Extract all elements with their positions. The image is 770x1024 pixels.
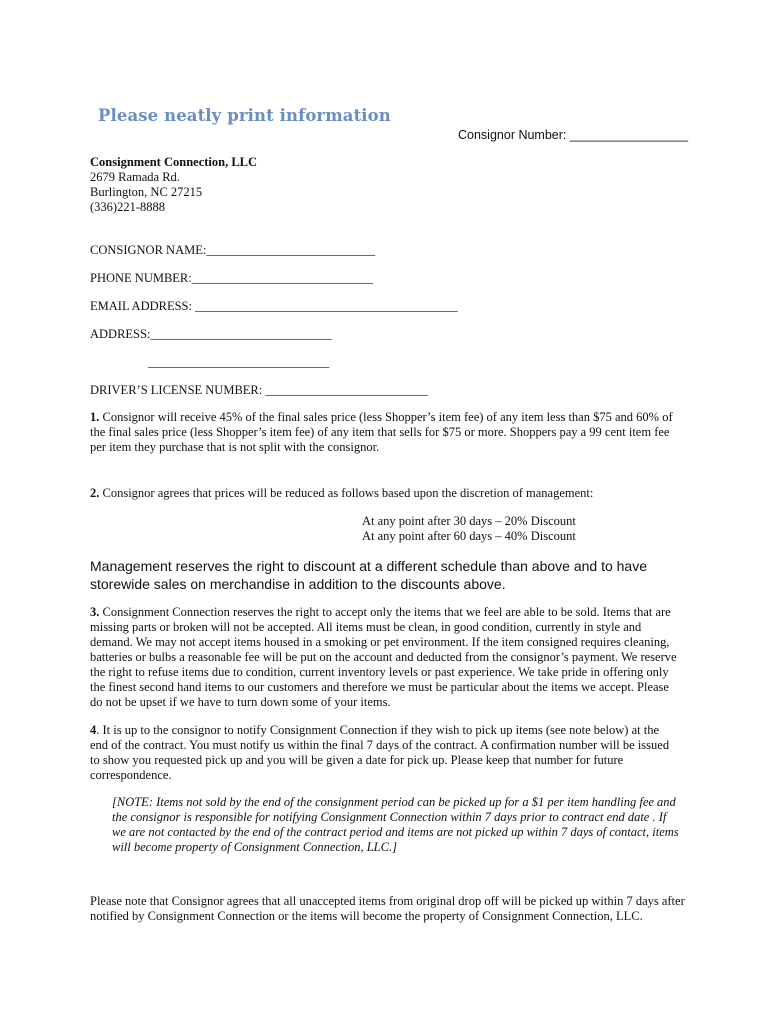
clause-4-text: . It is up to the consignor to notify Consignment Connection if they wish to pick up items (see note below) at the end of the contract. You must notify us within the final 7 days of the contract. A confirmation number will be issued to show you requested pick up and you will be given a date for pick up. Please keep that number for future correspondence. — [90, 723, 670, 782]
clause-3 — [90, 605, 680, 710]
final-agreement-note: Please note that Consignor agrees that all unaccepted items from original drop off will be picked up within 7 days after notified by Consignment Connection or the items will become the property of Consignment Connection, LLC. — [90, 894, 685, 923]
clause-3-number: 3. — [90, 605, 100, 619]
company-city: Burlington, NC 27215 — [90, 185, 203, 199]
form-heading: Please neatly print information — [98, 106, 391, 125]
clause-3-text: Consignment Connection reserves the right to accept only the items that we feel are able to be sold. Items that are missing parts or broken will not be accepted. All items must be clean, in good condition, currently in style and demand. We may not accept items housed in a smoking or pet environment. If the item consigned requires cleaning, batteries or bulbs a reasonable fee will be put on the account and deducted from the consignor’s payment. We reserve the right to refuse items due to condition, current inventory levels or past experience. We take pride in offering only the finest second hand items to our customers and therefore we must be particular about the items we accept. Please do not be upset if we have to turn down some of your items. — [90, 605, 677, 709]
address-line2-field[interactable]: _____________________________ — [148, 355, 330, 369]
address-field[interactable]: ADDRESS:_____________________________ — [90, 327, 332, 341]
consignor-number-field[interactable]: Consignor Number: _________________ — [458, 128, 689, 142]
clause-4-number: 4 — [90, 723, 97, 737]
phone-number-field[interactable]: PHONE NUMBER:_____________________________ — [90, 271, 373, 285]
discount-30-days: At any point after 30 days – 20% Discount — [362, 514, 576, 528]
clause-1-text: Consignor will receive 45% of the final sales price (less Shopper’s item fee) of any item less than $75 and 60% of the final sales price (less Shopper’s item fee) of any item that sells for $75 or more. Shoppers pay a 99 cent item fee per item they purchase that is not split with the consignor. — [90, 410, 673, 454]
clause-1 — [90, 410, 680, 455]
discount-60-days: At any point after 60 days – 40% Discount — [362, 529, 576, 543]
discount-schedule — [362, 514, 576, 544]
email-address-field[interactable]: EMAIL ADDRESS: __________________________________________ — [90, 299, 458, 313]
clause-2 — [90, 486, 680, 501]
clause-2-text: Consignor agrees that prices will be reduced as follows based upon the discretion of management: — [99, 486, 594, 500]
company-street: 2679 Ramada Rd. — [90, 170, 180, 184]
clause-2-number: 2. — [90, 486, 100, 500]
drivers-license-field[interactable]: DRIVER’S LICENSE NUMBER: __________________________ — [90, 383, 428, 397]
consignor-name-field[interactable]: CONSIGNOR NAME:___________________________ — [90, 243, 376, 257]
clause-1-number: 1. — [90, 410, 100, 424]
company-phone: (336)221-8888 — [90, 200, 165, 214]
pickup-note: [NOTE: Items not sold by the end of the consignment period can be picked up for a $1 per item handling fee and the consignor is responsible for notifying Consignment Connection within 7 days prior to contract end date . If we are not contacted by the end of the contract period and items are not picked up within 7 days of contact, items will become property of Consignment Connection, LLC.] — [112, 795, 679, 854]
company-address-block — [90, 155, 257, 215]
company-name: Consignment Connection, LLC — [90, 155, 258, 169]
management-notice: Management reserves the right to discount at a different schedule than above and to have storewide sales on merchandise in addition to the discounts above. — [90, 558, 647, 592]
clause-4 — [90, 723, 680, 783]
